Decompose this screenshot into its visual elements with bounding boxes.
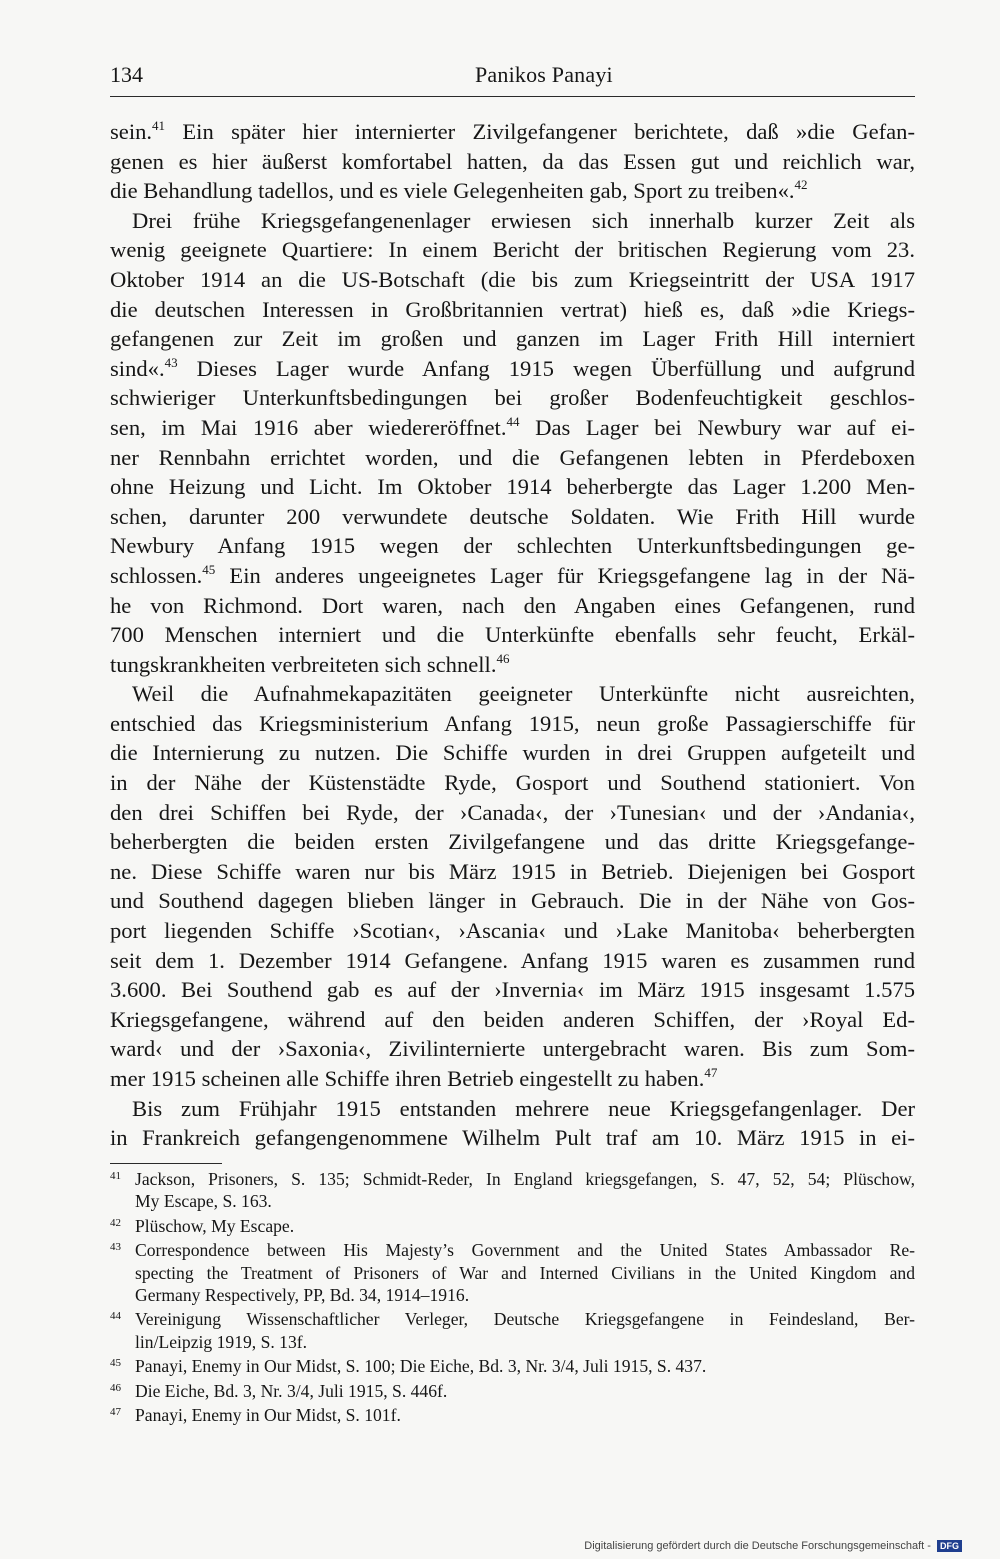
text-line bbox=[110, 886, 915, 916]
page-header bbox=[110, 56, 915, 97]
text-segment: schwieriger Unterkunftsbedingungen bei großer Bodenfeuchtigkeit geschlos- bbox=[110, 385, 915, 411]
footnote-number: 44 bbox=[110, 1310, 121, 1323]
footnote-reference: 43 bbox=[164, 354, 178, 370]
text-segment: tungskrankheiten verbreiteten sich schnell. bbox=[110, 651, 497, 677]
text-segment: he von Richmond. Dort waren, nach den Angaben eines Gefangenen, rund bbox=[110, 592, 915, 618]
text-segment: Newbury Anfang 1915 wegen der schlechten Unterkunftsbedingungen ge- bbox=[110, 533, 915, 559]
footnote bbox=[110, 1239, 915, 1306]
text-segment: ohne Heizung und Licht. Im Oktober 1914 beherbergte das Lager 1.200 Men- bbox=[110, 474, 915, 500]
text-segment: Bis zum Frühjahr 1915 entstanden mehrere neue Kriegsgefangenlager. Der bbox=[132, 1095, 915, 1121]
text-segment: die Behandlung tadellos, und es viele Gelegenheiten gab, Sport zu treiben«. bbox=[110, 178, 795, 204]
text-segment: Kriegsgefangene, während auf den beiden anderen Schiffen, der ›Royal Ed- bbox=[110, 1006, 915, 1032]
footnote-text bbox=[135, 1215, 915, 1237]
body-text bbox=[110, 117, 915, 1153]
text-segment: Das Lager bei Newbury war auf ei- bbox=[519, 414, 915, 440]
footnote-reference: 42 bbox=[794, 177, 808, 193]
footnote-reference: 44 bbox=[506, 413, 520, 429]
text-line bbox=[110, 650, 915, 680]
footnote-line: Correspondence between His Majesty’s Government and the United States Ambassador Re- bbox=[135, 1240, 915, 1261]
text-line bbox=[110, 1064, 915, 1094]
text-line bbox=[110, 679, 915, 709]
text-line bbox=[110, 1005, 915, 1035]
text-segment: die Internierung zu nutzen. Die Schiffe wurden in drei Gruppen aufgeteilt und bbox=[110, 740, 915, 766]
footnote bbox=[110, 1168, 915, 1213]
text-segment: sen, im Mai 1916 aber wiedereröffnet. bbox=[110, 414, 507, 440]
text-line bbox=[110, 561, 915, 591]
funding-note bbox=[584, 1540, 962, 1552]
text-line bbox=[110, 502, 915, 532]
footnote-text bbox=[135, 1404, 915, 1426]
text-segment: Drei frühe Kriegsgefangenenlager erwiesen sich innerhalb kurzer Zeit als bbox=[132, 207, 915, 233]
text-segment: in Frankreich gefangengenommene Wilhelm Pult traf am 10. März 1915 in ei- bbox=[110, 1125, 915, 1151]
text-segment: seit dem 1. Dezember 1914 Gefangene. Anfang 1915 waren es zusammen rund bbox=[110, 947, 915, 973]
text-segment: Oktober 1914 an die US-Botschaft (die bis zum Kriegseintritt der USA 1917 bbox=[110, 266, 915, 292]
footnote-number: 41 bbox=[110, 1170, 121, 1182]
text-segment: ne. Diese Schiffe waren nur bis März 1915 in Betrieb. Diejenigen bei Gosport bbox=[110, 858, 915, 884]
footnote-text bbox=[135, 1380, 915, 1402]
text-line bbox=[110, 798, 915, 828]
text-segment: gefangenen zur Zeit im großen und ganzen im Lager Frith Hill interniert bbox=[110, 326, 915, 352]
footnote-text bbox=[135, 1355, 915, 1377]
text-segment: 3.600. Bei Southend gab es auf der ›Invernia‹ im März 1915 insgesamt 1.575 bbox=[110, 977, 915, 1003]
dfg-logo: DFG bbox=[937, 1540, 962, 1552]
text-segment: den drei Schiffen bei Ryde, der ›Canada‹, der ›Tunesian‹ und der ›Andania‹, bbox=[110, 799, 915, 825]
text-segment: wenig geeignete Quartiere: In einem Bericht der britischen Regierung vom 23. bbox=[110, 237, 915, 263]
footnote-text bbox=[135, 1308, 915, 1353]
text-line bbox=[110, 413, 915, 443]
text-line bbox=[110, 443, 915, 473]
footnotes bbox=[110, 1168, 915, 1428]
text-segment: Ein später hier internierter Zivilgefangener berichtete, daß »die Gefan- bbox=[165, 119, 915, 144]
footnote-line: Panayi, Enemy in Our Midst, S. 101f. bbox=[135, 1405, 401, 1426]
text-line bbox=[110, 117, 915, 147]
footnote-line: Plüschow, My Escape. bbox=[135, 1215, 295, 1236]
text-segment: mer 1915 scheinen alle Schiffe ihren Betrieb eingestellt zu haben. bbox=[110, 1066, 705, 1091]
text-line bbox=[110, 709, 915, 739]
text-segment: schen, darunter 200 verwundete deutsche Soldaten. Wie Frith Hill wurde bbox=[110, 503, 915, 529]
text-segment: genen es hier äußerst komfortabel hatten, da das Essen gut und reichlich war, bbox=[110, 148, 915, 174]
text-segment: port liegenden Schiffe ›Scotian‹, ›Ascania‹ und ›Lake Manitoba‹ beherbergten bbox=[110, 918, 915, 944]
text-line bbox=[110, 324, 915, 354]
text-line bbox=[110, 946, 915, 976]
footnote bbox=[110, 1308, 915, 1353]
footnote-line: My Escape, S. 163. bbox=[135, 1191, 272, 1212]
text-line bbox=[110, 176, 915, 206]
text-line bbox=[110, 916, 915, 946]
text-line bbox=[110, 1123, 915, 1153]
footnote-separator bbox=[110, 1163, 222, 1164]
text-segment: beherbergten die beiden ersten Zivilgefangene und das dritte Kriegsgefange- bbox=[110, 829, 915, 855]
funding-note-text: Digitalisierung gefördert durch die Deutsche Forschungsgemeinschaft - bbox=[584, 1540, 931, 1552]
footnote-line: Panayi, Enemy in Our Midst, S. 100; Die Eiche, Bd. 3, Nr. 3/4, Juli 1915, S. 437. bbox=[135, 1356, 707, 1377]
text-segment: ner Rennbahn errichtet worden, und die Gefangenen lebten in Pferdeboxen bbox=[110, 444, 915, 470]
text-segment: ward‹ und der ›Saxonia‹, Zivilinternierte untergebracht waren. Bis zum Som- bbox=[110, 1036, 915, 1062]
text-line bbox=[110, 206, 915, 236]
text-line bbox=[110, 827, 915, 857]
footnote-text bbox=[135, 1168, 915, 1213]
footnote-number: 45 bbox=[110, 1357, 121, 1370]
text-segment: in der Nähe der Küstenstädte Ryde, Gosport und Southend stationiert. Von bbox=[110, 770, 915, 796]
text-line bbox=[110, 472, 915, 502]
footnote-line: specting the Treatment of Prisoners of War and Interned Civilians in the United Kingdom and bbox=[135, 1262, 915, 1283]
footnote-line: Jackson, Prisoners, S. 135; Schmidt-Reder, In England kriegsgefangen, S. 47, 52, 54; Plüschow, bbox=[135, 1169, 915, 1189]
footnote bbox=[110, 1380, 915, 1402]
footnote-line: Vereinigung Wissenschaftlicher Verleger, Deutsche Kriegsgefangene in Feindesland, Ber- bbox=[135, 1309, 915, 1330]
text-segment: schlossen. bbox=[110, 562, 203, 588]
text-segment: 700 Menschen interniert und die Unterkünfte ebenfalls sehr feucht, Erkäl- bbox=[110, 622, 915, 648]
text-line bbox=[110, 1094, 915, 1124]
text-line bbox=[110, 1034, 915, 1064]
text-segment: Ein anderes ungeeignetes Lager für Kriegsgefangene lag in der Nä- bbox=[215, 562, 915, 588]
footnote-number: 47 bbox=[110, 1406, 121, 1419]
text-line bbox=[110, 354, 915, 384]
text-segment: die deutschen Interessen in Großbritannien vertrat) hieß es, daß »die Kriegs- bbox=[110, 296, 915, 322]
text-line bbox=[110, 531, 915, 561]
footnote bbox=[110, 1215, 915, 1237]
footnote-number: 43 bbox=[110, 1241, 121, 1254]
text-line bbox=[110, 857, 915, 887]
text-line bbox=[110, 295, 915, 325]
text-line bbox=[110, 620, 915, 650]
text-line bbox=[110, 975, 915, 1005]
footnote-line: lin/Leipzig 1919, S. 13f. bbox=[135, 1331, 308, 1352]
running-head: Panikos Panayi bbox=[475, 62, 613, 87]
text-line bbox=[110, 738, 915, 768]
text-segment: entschied das Kriegsministerium Anfang 1915, neun große Passagierschiffe für bbox=[110, 710, 915, 736]
text-line bbox=[110, 383, 915, 413]
text-line bbox=[110, 147, 915, 177]
text-segment: und Southend dagegen blieben länger in Gebrauch. Die in der Nähe von Gos- bbox=[110, 888, 915, 914]
footnote-number: 42 bbox=[110, 1216, 121, 1229]
text-line bbox=[110, 265, 915, 295]
text-line bbox=[110, 235, 915, 265]
text-line bbox=[110, 768, 915, 798]
text-segment: Weil die Aufnahmekapazitäten geeigneter Unterkünfte nicht ausreichten, bbox=[132, 681, 915, 707]
footnote-number: 46 bbox=[110, 1381, 121, 1394]
text-line bbox=[110, 591, 915, 621]
footnote-line: Germany Respectively, PP, Bd. 34, 1914–1916. bbox=[135, 1285, 470, 1306]
page-number: 134 bbox=[110, 62, 143, 87]
footnote-reference: 47 bbox=[704, 1065, 718, 1080]
text-segment: sein. bbox=[110, 119, 153, 144]
footnote bbox=[110, 1404, 915, 1426]
footnote-reference: 45 bbox=[202, 561, 216, 577]
footnote-text bbox=[135, 1239, 915, 1306]
text-segment: Dieses Lager wurde Anfang 1915 wegen Überfüllung und aufgrund bbox=[177, 355, 915, 381]
footnote bbox=[110, 1355, 915, 1377]
footnote-reference: 41 bbox=[152, 118, 166, 133]
text-segment: sind«. bbox=[110, 355, 165, 381]
footnote-reference: 46 bbox=[496, 650, 510, 666]
footnote-line: Die Eiche, Bd. 3, Nr. 3/4, Juli 1915, S. 446f. bbox=[135, 1380, 448, 1401]
